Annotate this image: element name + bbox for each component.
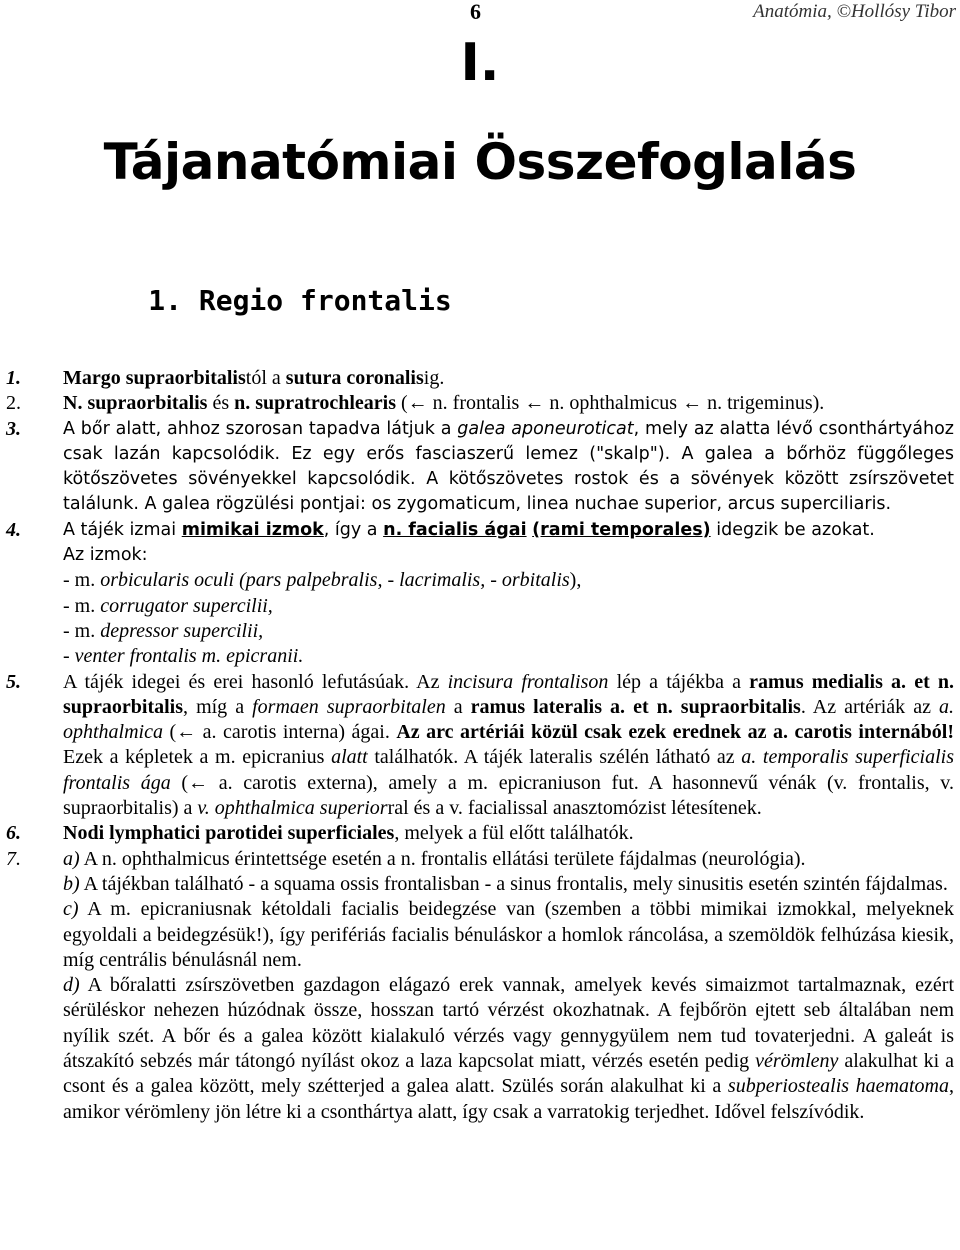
item-1: 1. Margo supraorbitalistól a sutura coronalisig. [6,366,954,391]
term: sutura coronalis [285,367,424,389]
subitem-a: a) A n. ophthalmicus érintettsége esetén a n. frontalis ellátási területe fájdalmas (neurológia). [63,847,806,870]
body-text [6,366,954,1125]
left-arrow-icon: ← [407,392,428,415]
item-number: 2. [6,392,21,415]
muscle-item: - m. orbicularis oculi (pars palpebralis, - lacrimalis, - orbitalis), [63,569,582,592]
item-number: 5. [6,670,21,693]
item-4: 4. A tájék izmai mimikai izmok, így a n. facialis ágai (rami temporales) idegzik be azokat. Az izmok: - m. orbicularis oculi (pars palpebralis, - lacrimalis, - orbitalis), - m. corrugator supercilii, - m. depressor supercilii, - venter frontalis m. epicranii. [6,518,954,670]
subitem-b: b) A tájékban található - a squama ossis frontalisban - a sinus frontalis, mely sinusitis esetén szintén fájdalmas. [63,872,948,895]
term: N. supraorbitalis [63,392,208,415]
left-arrow-icon: ← [188,771,209,794]
page-number: 6 [470,0,481,24]
item-3: 3. A bőr alatt, ahhoz szorosan tapadva látjuk a galea aponeuroticat, mely az alatta lévő csonthártyához csak lazán kapcsolódik. Ez egy erős fasciaszerű lemez ("skalp"). A galea a bőrhöz függőleges kötőszövetes sövényekkel kapcsolódik. A kötőszövetes rostok és a sövények között zsírszövetet találunk. A galea rögzülési pontjai: os zygomaticum, linea nuchae superior, arcus superciliaris. [6,417,954,515]
subitem-d: d) A bőralatti zsírszövetben gazdagon elágazó erek vannak, amelyek kevés simaizmot tartalmaznak, ezért sérüléskor nehezen húzódnak össze, hosszan tartó vérzést okozhatnak. A fejbőrön ejtett seb általában nem nyílik szét. A bőr és a galea között kialakuló vérzés vagy gennygyülem nem tud tovaterjedni. A galeát is átszakító sebzés már tátongó nyílást okoz a laza kapcsolat miatt, vérzés esetén pedig vérömleny alakulhat ki a csont és a galea között, mely szétterjed a galea alatt. Szülés során alakulhat ki a subperiostealis haematoma, amikor vérömleny jön létre ki a csonthártya alatt, így csak a varratokig terjedhet. Idővel felszívódik. [63,974,955,1123]
left-arrow-icon: ← [682,392,703,415]
muscle-item: - m. corrugator supercilii, [63,594,273,617]
item-number: 6. [6,822,21,845]
section-title: 1. Regio frontalis [148,284,452,317]
item-7 [6,847,954,1125]
item-number: 7. [6,847,21,870]
muscle-item: - m. depressor supercilii, [63,619,264,642]
muscle-list-label: Az izmok: [63,545,148,566]
item-number: 1. [6,367,21,389]
term: n. supratrochlearis [234,392,396,415]
left-arrow-icon: ← [176,721,197,744]
chapter-title: Tájanatómiai Összefoglalás [103,133,857,191]
item-number: 3. [6,417,21,440]
left-arrow-icon: ← [524,392,545,415]
term: mimikai izmok [181,519,324,540]
term: galea aponeuroticat [457,418,634,439]
item-5: 5. A tájék idegei és erei hasonló lefutásúak. Az incisura frontalison lép a tájékba a ramus medialis a. et n. supraorbitalis, míg a formaen supraorbitalen a ramus lateralis a. et n. supraorbitalis. Az artériák az a. ophthalmica (← a. carotis interna) ágai. Az arc artériái közül csak ezek erednek az a. carotis internából! Ezek a képletek a m. epicranius alatt találhatók. A tájék lateralis szélén látható az a. temporalis superficialis frontalis ága (← a. carotis externa), amely a m. epicraniuson fut. A hasonnevű vénák (v. frontalis, v. supraorbitalis) a v. ophthalmica superiorral és a v. facialissal anasztomózist létesítenek. [6,670,955,820]
item-2: 2. N. supraorbitalis és n. supratrochlearis (← n. frontalis ← n. ophthalmicus ← n. trigeminus). [6,391,954,416]
item-number: 4. [6,518,21,541]
term: (rami temporales) [532,519,711,540]
chapter-number: I. [460,33,500,93]
running-head: Anatómia, ©Hollósy Tibor [753,1,956,22]
muscle-item: - venter frontalis m. epicranii. [63,645,304,668]
subitem-c: c) A m. epicraniusnak kétoldali facialis beidegzése van (szemben a többi mimikai izmokkal, melyeknek egyoldali a beidegzésük!), így perifériás facialis bénuláskor a homlok ráncolása, a szemöldök felhúzása kiesik, míg centrális bénulásnál nem. [63,898,954,971]
term: n. facialis ágai [383,519,527,540]
item-6: 6. Nodi lymphatici parotidei superficiales, melyek a fül előtt találhatók. [6,821,954,846]
term: Margo supraorbitalis [63,367,246,389]
